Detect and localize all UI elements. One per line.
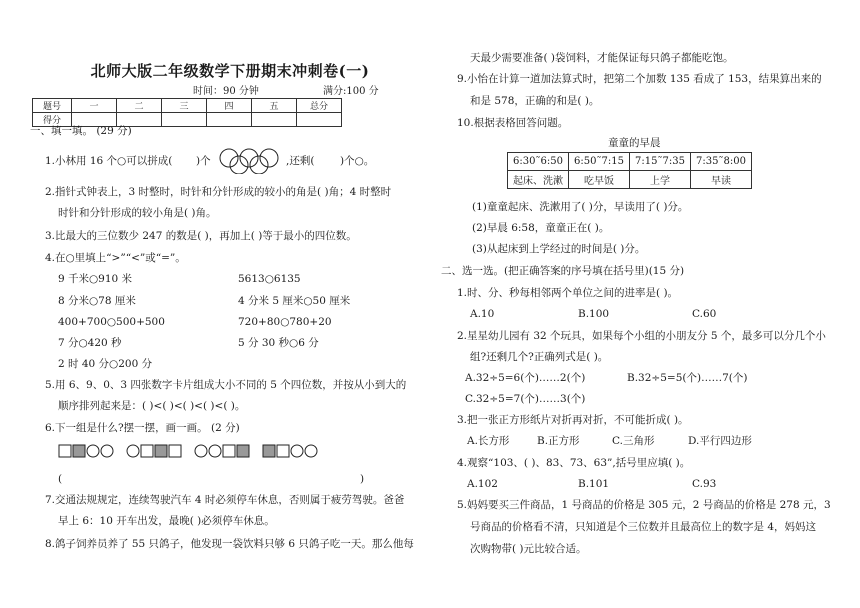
- s2-q1-stem: 1.时、分、秒每相邻两个单位之间的进率是( )。: [457, 287, 679, 299]
- schedule-activity-cell: 早读: [691, 171, 752, 189]
- s2-q4-option: C.93: [692, 478, 717, 490]
- score-row-label: 得分: [33, 113, 72, 127]
- s2-q2-option: C.32÷5=7(个)……3(个): [465, 393, 586, 405]
- square-icon: [141, 445, 153, 457]
- schedule-activity-row: [508, 171, 752, 189]
- schedule-time-cell: 7:15˜7:35: [630, 153, 691, 171]
- q4-item: 5613○6135: [238, 273, 301, 285]
- s2-q3-option: A.长方形: [467, 435, 510, 447]
- circle-icon: [127, 445, 139, 457]
- square-icon: [169, 445, 181, 457]
- circle-icon: [291, 445, 303, 457]
- score-header-cell: 总分: [297, 99, 342, 113]
- q10-sub-question: (1)童童起床、洗漱用了( )分，早读用了( )分。: [472, 201, 689, 213]
- q1-text-b: )个: [196, 155, 211, 167]
- s2-q5-line2: 号商品的价格看不清，只知道是个三位数并且最高位上的数字是 4，妈妈这: [470, 521, 817, 533]
- q5-line2: 顺序排列起来是：( )<( )<( )<( )<( )。: [58, 400, 246, 412]
- q4-item: 4 分米 5 厘米○50 厘米: [238, 295, 351, 307]
- circle-icon: [195, 445, 207, 457]
- circle-icon: [101, 445, 113, 457]
- s2-q4-option: B.101: [578, 478, 610, 490]
- schedule-time-row: [508, 153, 752, 171]
- q8-line2: 天最少需要准备( )袋饲料，才能保证每只鸽子都能吃饱。: [470, 52, 734, 64]
- q3-text: 3.比最大的三位数少 247 的数是( )，再加上( )等于最小的四位数。: [45, 230, 357, 242]
- s2-q2-option: A.32÷5=6(个)……2(个): [465, 372, 586, 384]
- exam-time: 时间：90 分钟: [193, 86, 259, 97]
- score-cell[interactable]: [252, 113, 297, 127]
- score-header-cell: 三: [162, 99, 207, 113]
- q7-line2: 早上 6：10 开车出发，最晚( )必须停车休息。: [58, 515, 275, 527]
- s2-q1-option: A.10: [470, 308, 495, 320]
- q6-answer-close: ): [360, 473, 365, 485]
- q1-text-c: ,还剩(: [286, 155, 315, 167]
- s2-q5-line1: 5.妈妈要买三件商品，1 号商品的价格是 305 元，2 号商品的价格是 278 元，3: [457, 499, 831, 511]
- q6-answer-open: (: [58, 473, 63, 485]
- s2-q2-line2: 组?还剩几个?正确列式是( )。: [470, 351, 609, 363]
- schedule-activity-cell: 起床、洗漱: [508, 171, 569, 189]
- q4-item: 2 时 40 分○200 分: [58, 358, 153, 370]
- filled-square-icon: [237, 445, 249, 457]
- score-header-cell: 四: [207, 99, 252, 113]
- q4-item: 8 分米○78 厘米: [58, 295, 136, 307]
- q9-line2: 和是 578，正确的和是( )。: [470, 95, 600, 107]
- schedule-time-cell: 6:30˜6:50: [508, 153, 569, 171]
- square-icon: [277, 445, 289, 457]
- schedule-time-cell: 7:35˜8:00: [691, 153, 752, 171]
- q10-stem: 10.根据表格回答问题。: [457, 117, 569, 129]
- q2-line2: 时针和分针形成的较小角是( )角。: [58, 207, 217, 219]
- q7-line1: 7.交通法规规定，连续驾驶汽车 4 时必须停车休息，否则属于疲劳驾驶。爸爸: [45, 494, 405, 506]
- q4-item: 5 分 30 秒○6 分: [238, 337, 319, 349]
- schedule-activity-cell: 吃早饭: [569, 171, 630, 189]
- q10-sub-question: (2)早晨 6:58，童童正在( )。: [472, 222, 610, 234]
- square-icon: [59, 445, 71, 457]
- q5-line1: 5.用 6、9、0、3 四张数字卡片组成大小不同的 5 个四位数，并按从小到大的: [45, 379, 407, 391]
- square-icon: [223, 445, 235, 457]
- q4-item: 720+80○780+20: [238, 316, 332, 328]
- schedule-activity-cell: 上学: [630, 171, 691, 189]
- circle-icon: [209, 445, 221, 457]
- q9-line1: 9.小怡在计算一道加法算式时，把第二个加数 135 看成了 153，结果算出来的: [457, 73, 822, 85]
- exam-full-score: 满分:100 分: [323, 86, 379, 97]
- filled-square-icon: [155, 445, 167, 457]
- s2-q3-option: D.平行四边形: [688, 435, 752, 447]
- shape-pattern-row: [58, 443, 368, 459]
- s2-q2-line1: 2.星星幼儿园有 32 个玩具，如果每个小组的小朋友分 5 个，最多可以分几个小: [457, 330, 826, 342]
- score-cell[interactable]: [207, 113, 252, 127]
- score-table-header-row: [33, 99, 342, 113]
- score-table: [32, 98, 342, 127]
- s2-q3-stem: 3.把一张正方形纸片对折再对折，不可能折成( )。: [457, 414, 689, 426]
- q1-text-a: 1.小林用 16 个○可以拼成(: [45, 155, 173, 167]
- score-cell[interactable]: [297, 113, 342, 127]
- q4-item: 9 千米○910 米: [58, 273, 133, 285]
- s2-q2-option: B.32÷5=5(个)……7(个): [627, 372, 748, 384]
- filled-square-icon: [73, 445, 85, 457]
- schedule-table-title: 童童的早晨: [608, 137, 661, 149]
- section2-heading: 二、选一选。(把正确答案的序号填在括号里)(15 分): [441, 265, 685, 277]
- olympic-rings-icon: [217, 148, 283, 174]
- circle-icon: [305, 445, 317, 457]
- s2-q4-option: A.102: [467, 478, 498, 490]
- q8-line1: 8.鸽子饲养员养了 55 只鸽子，他发现一袋饮料只够 6 只鸽子吃一天。那么他每: [45, 538, 414, 550]
- s2-q5-line3: 次购物带( )元比较合适。: [470, 543, 587, 555]
- schedule-table: [507, 152, 752, 189]
- q4-item: 400+700○500+500: [58, 316, 165, 328]
- s2-q3-option: C.三角形: [612, 435, 655, 447]
- q4-stem: 4.在○里填上“>”“<”或“=”。: [45, 252, 186, 264]
- score-cell[interactable]: [162, 113, 207, 127]
- q4-item: 7 分○420 秒: [58, 337, 122, 349]
- q1-text-d: )个○。: [340, 155, 375, 167]
- score-header-cell: 五: [252, 99, 297, 113]
- s2-q1-option: C.60: [692, 308, 717, 320]
- s2-q1-option: B.100: [578, 308, 610, 320]
- q6-stem: 6.下一组是什么?摆一摆，画一画。 (2 分): [45, 422, 240, 434]
- q10-sub-question: (3)从起床到上学经过的时间是( )分。: [472, 243, 646, 255]
- s2-q3-option: B.正方形: [537, 435, 580, 447]
- filled-square-icon: [263, 445, 275, 457]
- score-header-cell: 二: [117, 99, 162, 113]
- q2-line1: 2.指针式钟表上，3 时整时，时针和分针形成的较小的角是( )角；4 时整时: [45, 186, 392, 198]
- page-title: 北师大版二年级数学下册期末冲刺卷(一): [90, 62, 370, 80]
- section1-heading: 一、填一填。 (29 分): [30, 125, 132, 137]
- schedule-time-cell: 6:50˜7:15: [569, 153, 630, 171]
- s2-q4-stem: 4.观察“103、( )、83、73、63”,括号里应填( )。: [457, 457, 691, 469]
- circle-icon: [87, 445, 99, 457]
- score-header-cell: 题号: [33, 99, 72, 113]
- score-header-cell: 一: [72, 99, 117, 113]
